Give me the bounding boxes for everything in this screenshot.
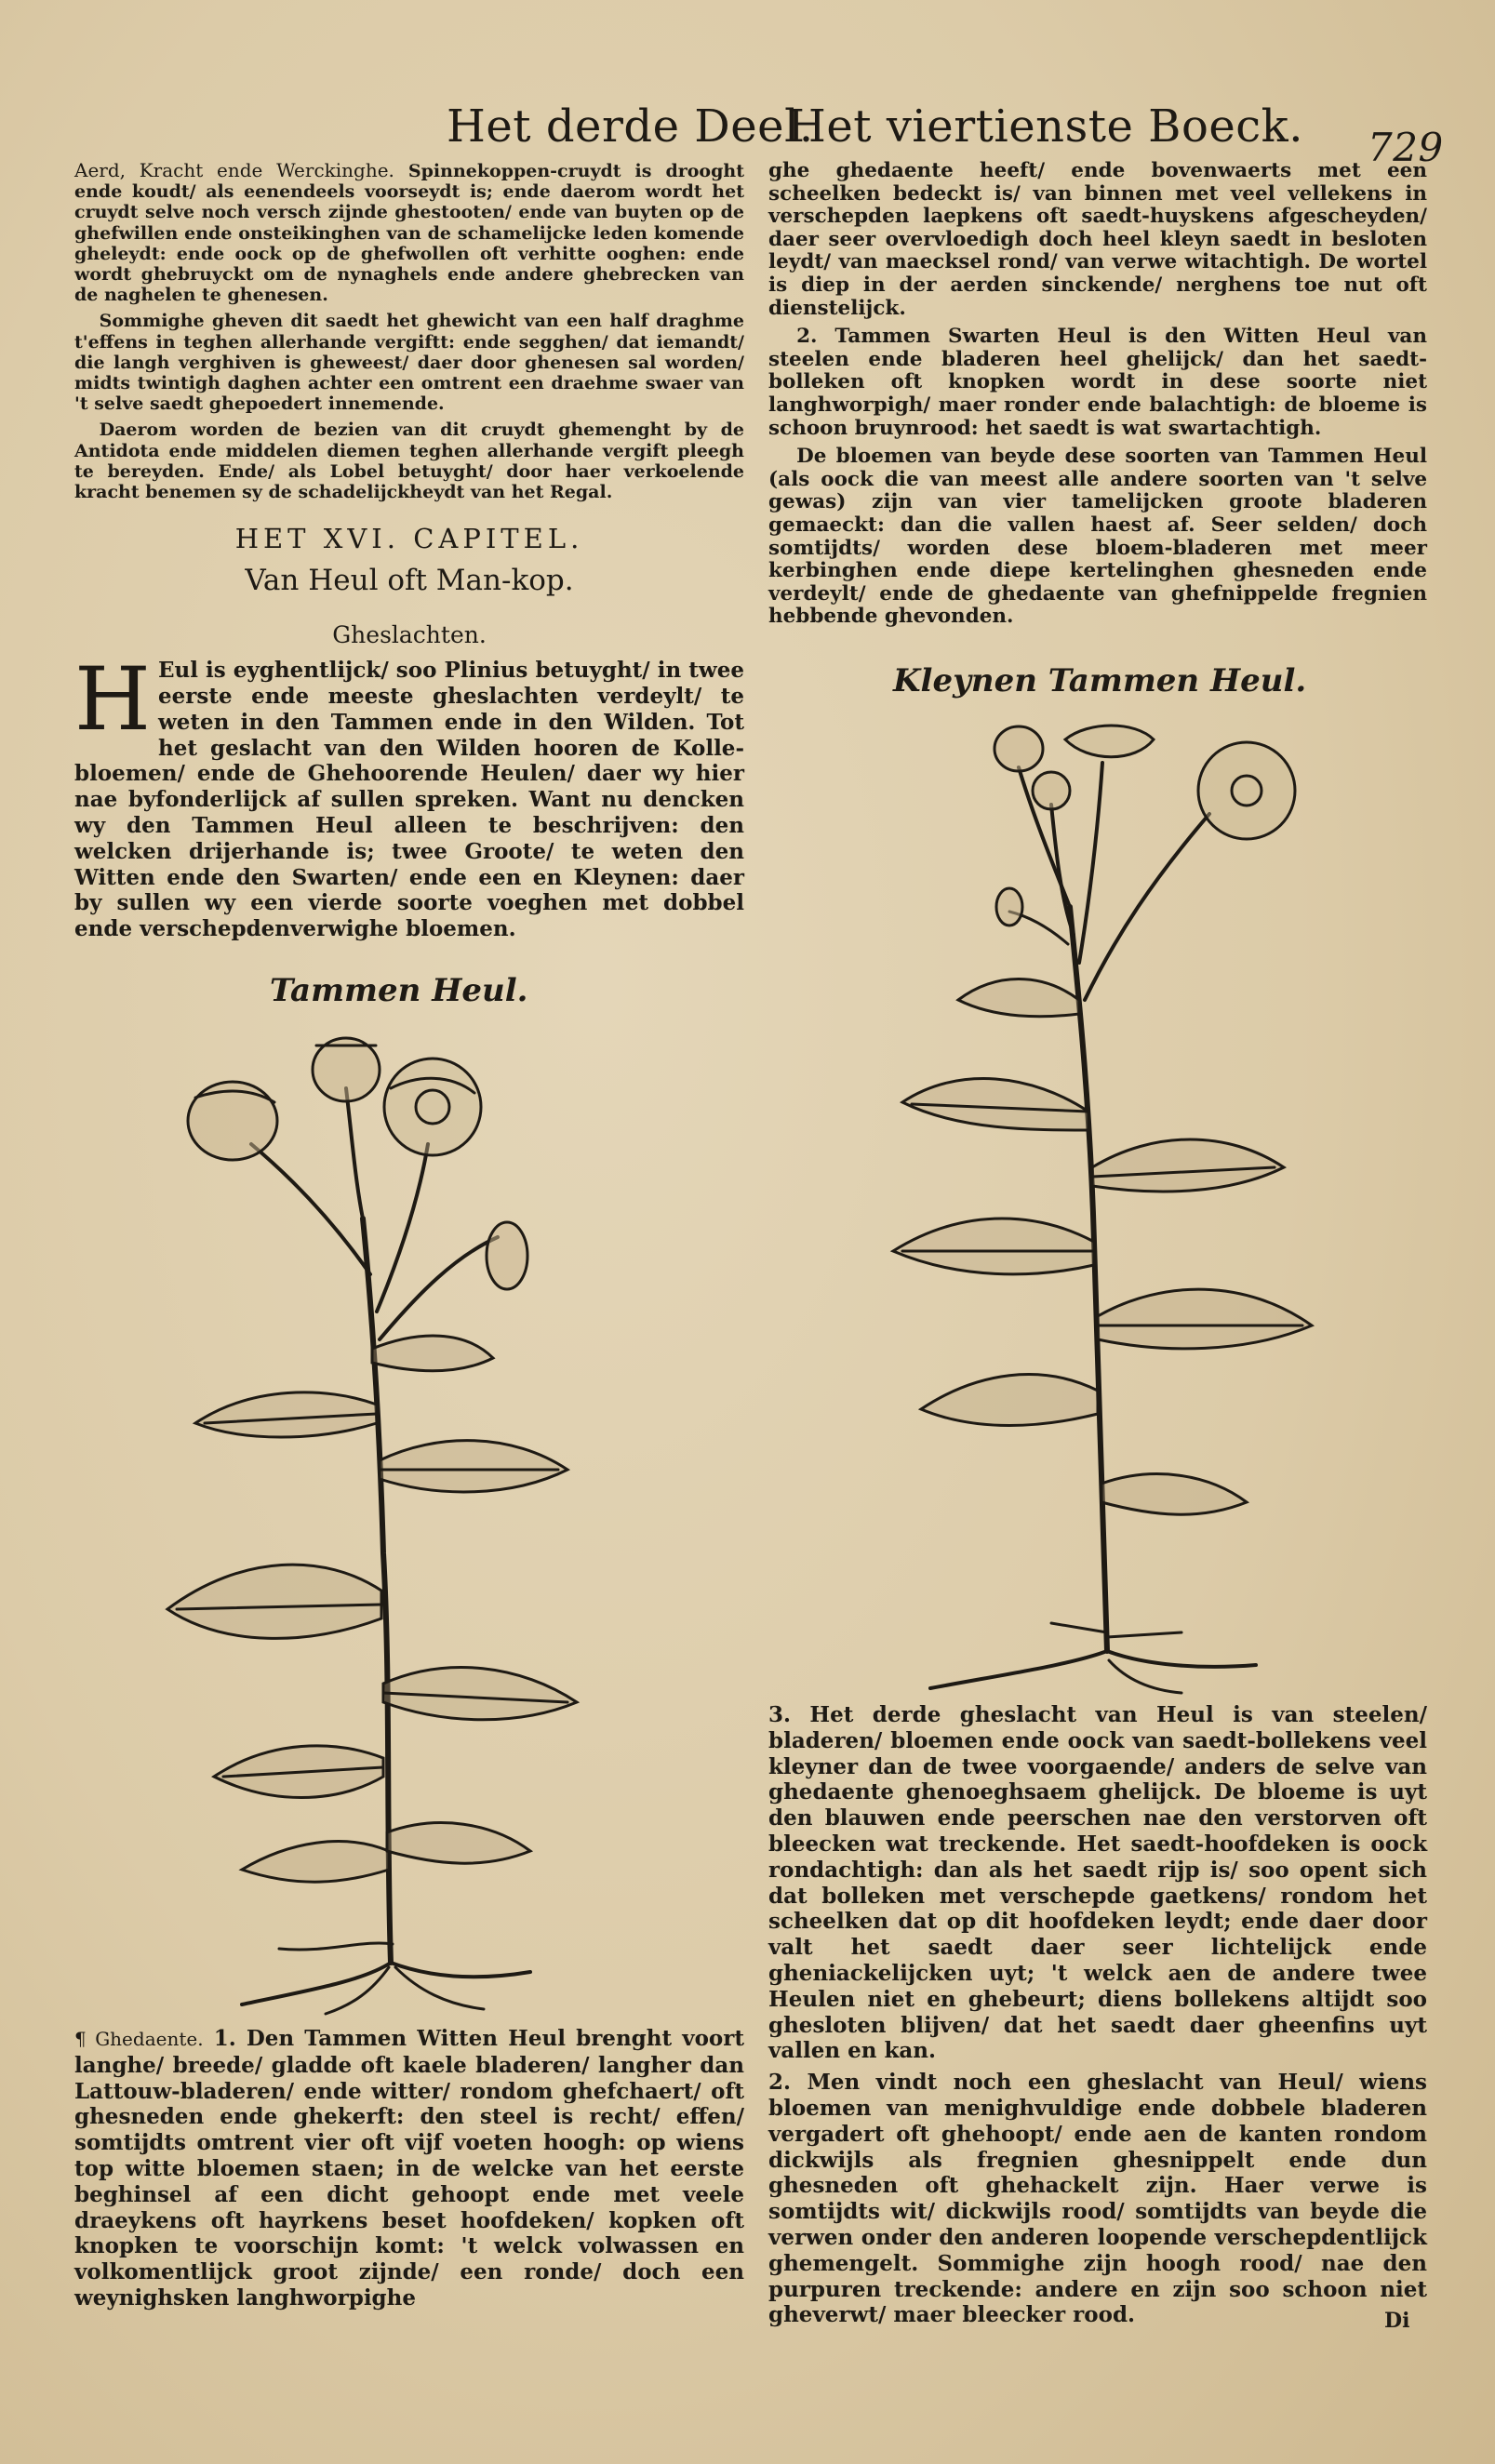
paragraph-bloemen: De bloemen van beyde dese soorten van Tammen Heul (als oock die van meest alle andere soorten van 't selve gewas) zijn van vier tamelijcken groote bladeren gemaeckt: dan die vallen haest af. Seer selden/ doch somtijdts/ worden dese bloem-bladeren met meer kerbinghen ende diepe kertelinghen ghesneden ende verdeylt/ ende de ghedaente van ghefnippelde fregnien hebbende ghevonden. [768,445,1427,629]
figure-caption-tammen-heul: Tammen Heul. [270,972,528,1009]
paragraph-gheslachten [74,649,744,942]
catchword: Di [1384,2309,1410,2333]
section-heading: Gheslachten. [332,621,487,649]
chapter-title: Van Heul oft Man-kop. [245,564,574,598]
woodcut-kleynen-tammen-heul [819,721,1377,1698]
paragraph-ghedaente [74,2026,744,2311]
woodcut-tammen-heul [140,1032,661,2018]
paragraph-swarten-heul: 2. Tammen Swarten Heul is den Witten Heul van steelen ende bladeren heel ghelijck/ dan het saedt-bolleken oft knopken wordt in dese soorte niet langhworpigh/ maer ronder ende balachtigh: de bloeme is schoon bruynrood: het saedt is wat swartachtigh. [768,325,1427,440]
page-number: 729 [1368,125,1444,170]
poppy-illustration [140,1032,661,2018]
right-column-top [768,160,1427,634]
paragraph-antidota: Daerom worden de bezien van dit cruydt ghemenght by de Antidota ende middelen diemen teghen allerhande vergift pleegh te bereyden. Ende/ als Lobel betuyght/ door haer verkoelende kracht benemen sy de schadelijckheydt van het Regal. [74,420,744,503]
drop-capital: H [74,649,151,752]
paragraph-label: Aerd, Kracht ende Werckinghe. [74,159,394,181]
chapter-heading: HET XVI. CAPITEL. [234,523,584,555]
paragraph-text: Eul is eyghentlijck/ soo Plinius betuyght/ in twee eerste ende meeste gheslachten verdeylt/ te weten in den Tammen ende in den Wilden. Tot het geslacht van den Wilden hooren de Kolle-bloemen/ ende de Ghehoorende Heulen/ daer wy hier nae byfonderlijck af sullen spreken. Want nu dencken wy den Tammen Heul alleen te beschrijven: den welcken drijerhande is; twee Groote/ te weten den Witten ende den Swarten/ ende een en Kleynen: daer by sullen wy een vierde soorte voeghen met dobbel ende verschepdenverwighe bloemen. [74,658,744,942]
lower-left-column [74,2026,744,2317]
figure-caption-kleynen-tammen-heul: Kleynen Tammen Heul. [893,662,1307,699]
paragraph-label: ¶ Ghedaente. [74,2028,204,2050]
right-column-bottom [768,1702,1427,2334]
poppy-illustration-small [819,721,1377,1698]
paragraph-continued: ghe ghedaente heeft/ ende bovenwaerts met een scheelken bedeckt is/ van binnen met veel vellekens in verschepden laepkens oft saedt-huyskens afgescheyden/ daer seer overvloedigh doch heel kleyn saedt in besloten leydt/ van maecksel rond/ van verwe witachtigh. De wortel is diep in der aerden sinckende/ nerghens toe nut oft dienstelijck. [768,159,1427,320]
paragraph-properties [74,160,744,305]
paragraph-derde-gheslacht: 3. Het derde gheslacht van Heul is van steelen/ bladeren/ bloemen ende oock van saedt-bollekens veel kleyner dan de twee voorgaende/ anders de selve van ghedaente ghenoeghsaem ghelijck. De bloeme is uyt den blauwen ende peerschen nae den verstorven oft bleecken wat treckende. Het saedt-hoofdeken is oock rondachtigh: dan als het saedt rijp is/ soo opent sich dat bolleken met verschepde gaetkens/ rondom het scheelken dat op dit hoofdeken leydt; ende daer door valt het saedt daer seer lichtelijck ende gheniackelijcken uyt; 't welck aen de andere twee Heulen niet en ghebeurt; diens bollekens altijdt soo ghesloten blijven/ dat het saedt daer gheenfins uyt vallen en kan. [768,1702,1427,2064]
paragraph-dobbele-bloemen: 2. Men vindt noch een gheslacht van Heul/ wiens bloemen van menighvuldige ende dobbele bladeren vergadert oft ghehoopt/ ende aen de kanten rondom dickwijls als fregnien ghesnippelt ende dun ghesneden oft ghehackelt zijn. Haer verwe is somtijdts wit/ dickwijls rood/ somtijdts van beyde die verwen onder den anderen loopende verschepdentlijck ghemengelt. Sommighe zijn hoogh rood/ nae den purpuren treckende: andere en zijn soo schoon niet gheverwt/ maer bleecker rood. [768,2070,1427,2328]
paragraph-text: Spinnekoppen-cruydt is drooght ende koudt/ als eenendeels voorseydt is; ende daerom wordt het cruydt selve noch versch zijnde ghestooten/ ende van buyten op de ghefwillen ende onsteikinghen van de schamelijcke leden komende gheleydt: ende oock op de ghefwollen oft verhitte ooghen: ende wordt ghebruyckt om de nynaghels ende andere ghebrecken van de naghelen te ghenesen. [74,161,744,306]
running-header-left: Het derde Deel. [447,100,814,153]
running-header-right: Het viertienste Boeck. [787,100,1303,153]
paragraph-text: 1. Den Tammen Witten Heul brenght voort langhe/ breede/ gladde oft kaele bladeren/ langher dan Lattouw-bladeren/ ende witter/ rondom ghefchaert/ oft ghesneden ende ghekerft: den steel is recht/ effen/ somtijdts omtrent vier oft vijf voeten hoogh: op wiens top witte bloemen staen; in de welcke van het eerste beghinsel af een dicht gehoopt ende met veele draeykens oft hayrkens beset hoofdeken/ kopken oft knopken te voorschijn komt: 't welck volwassen en volkomentlijck groot zijnde/ een ronde/ doch een weynighsken langhworpighe [74,2026,745,2311]
paragraph-dosage: Sommighe gheven dit saedt het ghewicht van een half draghme t'effens in teghen allerhande vergiftt: ende segghen/ dat iemandt/ die langh verghiven is gheweest/ daer door ghenesen sal worden/ midts twintigh daghen achter een omtrent een draehme swaer van 't selve saedt ghepoedert innemende. [74,311,744,415]
left-column [74,160,744,948]
